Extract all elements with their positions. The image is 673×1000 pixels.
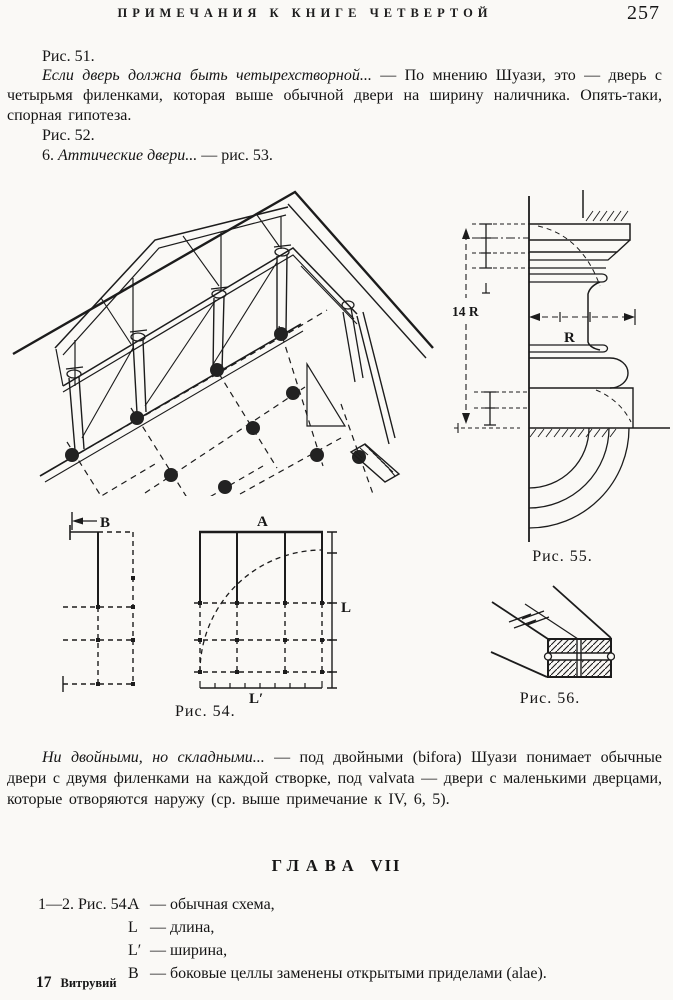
legend-row <box>128 895 275 915</box>
fig54-plan-diagrams <box>55 500 355 705</box>
legend-desc: — ширина, <box>150 942 228 959</box>
fig54-diagram-a <box>194 532 337 688</box>
fig55-label-r: R <box>564 330 575 346</box>
fig53-atrium-perspective-drawing <box>5 186 435 496</box>
fig54-label-a: A <box>257 514 268 530</box>
note-paragraph-2 <box>7 747 662 810</box>
legend-row <box>128 941 227 961</box>
signature-footer <box>36 974 117 992</box>
page-number: 257 <box>627 2 660 24</box>
legend-desc: — длина, <box>150 919 215 936</box>
fig55-caption: Рис. 55. <box>532 548 593 565</box>
fig55-label-14r: 14 R <box>452 304 479 319</box>
running-head: ПРИМЕЧАНИЯ К КНИГЕ ЧЕТВЕРТОЙ <box>117 6 493 20</box>
note-item-6-rest: — рис. 53. <box>197 147 273 164</box>
fig55-14r-dimension <box>462 228 470 424</box>
note-paragraph-1-lead: Если дверь должна быть четырехстворной... <box>42 67 372 84</box>
fig56-caption: Рис. 56. <box>519 690 581 707</box>
fig52-reference: Рис. 52. <box>42 127 95 144</box>
legend-key: А <box>128 896 140 913</box>
note-paragraph-1 <box>7 66 662 126</box>
note-item-6 <box>42 146 273 166</box>
legend-key: L <box>128 919 138 936</box>
fig54-caption: Рис. 54. <box>175 703 236 720</box>
fig54-label-b: B <box>100 515 111 531</box>
note-paragraph-1-rest: — По мнению Шуази, это — дверь с четырьмя филенками, которая выше обычной двери на ширину наличника. Опять-таки, спорная гипотеза. <box>7 67 662 124</box>
note-item-6-number: 6. <box>42 147 58 164</box>
note-item-6-lead: Аттические двери... <box>58 147 198 164</box>
legend-prefix: 1—2. Рис. 54. <box>38 896 131 913</box>
legend-desc: — боковые целлы заменены открытыми приделами (alae). <box>150 965 547 982</box>
legend-desc: — обычная схема, <box>150 896 275 913</box>
fig54-label-l-prime: L′ <box>249 691 264 705</box>
colonnade-columns <box>66 245 363 450</box>
fig54-label-l: L <box>341 600 352 616</box>
chapter-heading-numeral: VII <box>370 856 402 875</box>
legend-key: L′ <box>128 942 142 959</box>
fig51-reference: Рис. 51. <box>42 48 95 65</box>
fig56-beam-drawing <box>485 585 615 685</box>
note-paragraph-2-rest: — под двойными (bifora) Шуази понимает обычные двери с двумя филенками на каждой створке, под valvata — двери с маленькими дверцами, которые отворяются наружу (ср. выше примечание к IV, 6, 5). <box>7 749 662 808</box>
fig55-column-profile-drawing <box>450 190 673 546</box>
chapter-heading-word: ГЛАВА <box>271 856 361 875</box>
legend-row <box>128 964 547 984</box>
fig56-end-face <box>545 639 615 677</box>
legend-row <box>128 918 214 938</box>
column-base-dots <box>65 327 366 494</box>
fig55-r-dimension <box>529 309 635 325</box>
fig54-diagram-b <box>63 512 135 692</box>
signature-number: 17 <box>36 974 52 991</box>
legend-key: В <box>128 965 139 982</box>
chapter-heading <box>0 856 673 876</box>
floor-grid-dashed <box>50 310 373 496</box>
signature-name: Витрувий <box>60 976 117 990</box>
note-paragraph-2-lead: Ни двойными, но складными... <box>42 749 265 766</box>
